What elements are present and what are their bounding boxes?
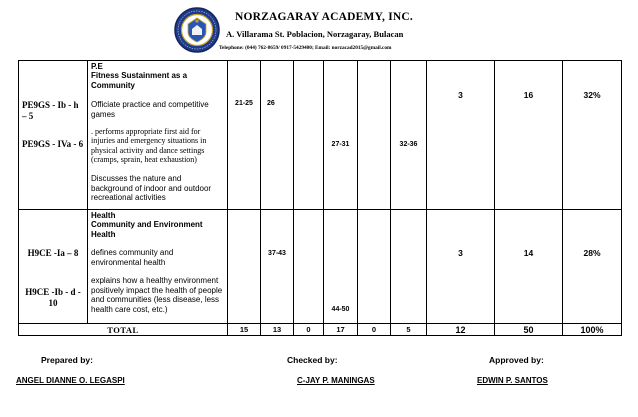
school-address: A. Villarama St. Poblacion, Norzagaray, Bulacan <box>226 29 404 39</box>
competency-text: Discusses the nature and background of indoor and outdoor recreational activities <box>91 174 212 203</box>
item-range-cell <box>358 61 391 210</box>
item-range-cell: 37-43 <box>261 210 294 324</box>
competency-code: PE9GS - IVa - 6 <box>22 139 84 149</box>
total-cell: 0 <box>358 324 391 336</box>
total-cell: 13 <box>261 324 294 336</box>
total-percent: 100% <box>563 324 622 336</box>
total-cell: 15 <box>228 324 261 336</box>
subject-subtitle: Community and Environment Health <box>91 220 203 239</box>
total-label: TOTAL <box>19 324 228 336</box>
item-range-cell <box>294 210 324 324</box>
item-range-cell: 44-50 <box>324 210 358 324</box>
school-seal-icon <box>173 6 221 54</box>
approved-by-label: Approved by: <box>489 355 544 365</box>
table-of-specifications <box>18 60 622 336</box>
competency-text: Officiate practice and competitive games <box>91 100 209 119</box>
subject-title: P.E <box>91 62 103 71</box>
total-days: 12 <box>427 324 495 336</box>
approved-by-name: EDWIN P. SANTOS <box>477 376 548 385</box>
item-range-cell <box>391 210 427 324</box>
competency-code: H9CE -Ia – 8 <box>27 248 79 258</box>
document-header <box>0 0 638 58</box>
subject-subtitle: Fitness Sustainment as a Community <box>91 71 188 90</box>
item-range-cell <box>358 210 391 324</box>
percent-cell: 28% <box>563 210 622 324</box>
item-range-cell: 21-25 <box>228 61 261 210</box>
prepared-by-label: Prepared by: <box>41 355 93 365</box>
items-cell: 16 <box>495 61 563 210</box>
code-cell <box>19 210 88 324</box>
school-name: NORZAGARAY ACADEMY, INC. <box>235 11 413 23</box>
total-row <box>19 324 622 336</box>
table-row <box>19 210 622 324</box>
table-row <box>19 61 622 210</box>
prepared-by-name: ANGEL DIANNE O. LEGASPI <box>16 376 125 385</box>
competency-text: . performs appropriate first aid for injuries and emergency situations in physical activity and dance settings (cramps, sprain, heat exhaustion) <box>91 127 207 165</box>
checked-by-name: C-JAY P. MANINGAS <box>297 376 375 385</box>
competency-text: defines community and environmental health <box>91 248 174 267</box>
competency-code: PE9GS - Ib - h – 5 <box>22 100 79 121</box>
code-cell <box>19 61 88 210</box>
item-range-cell: 27-31 <box>324 61 358 210</box>
competency-cell <box>88 61 228 210</box>
total-cell: 5 <box>391 324 427 336</box>
school-contact: Telephone: (044) 762-8659/ 0917-5429400; Email: norzacad2015@gmail.com <box>219 45 392 51</box>
total-cell: 0 <box>294 324 324 336</box>
competency-cell <box>88 210 228 324</box>
total-items: 50 <box>495 324 563 336</box>
competency-code: H9CE -Ib - d - 10 <box>25 287 81 308</box>
total-cell: 17 <box>324 324 358 336</box>
days-cell: 3 <box>427 210 495 324</box>
competency-text: explains how a healthy environment positively impact the health of people and communities (less disease, less health care cost, etc.) <box>91 276 223 314</box>
items-cell: 14 <box>495 210 563 324</box>
checked-by-label: Checked by: <box>287 355 338 365</box>
item-range-cell: 32-36 <box>391 61 427 210</box>
days-cell: 3 <box>427 61 495 210</box>
item-range-cell <box>228 210 261 324</box>
percent-cell: 32% <box>563 61 622 210</box>
item-range-cell <box>294 61 324 210</box>
item-range-cell: 26 <box>261 61 294 210</box>
subject-title: Health <box>91 211 116 220</box>
